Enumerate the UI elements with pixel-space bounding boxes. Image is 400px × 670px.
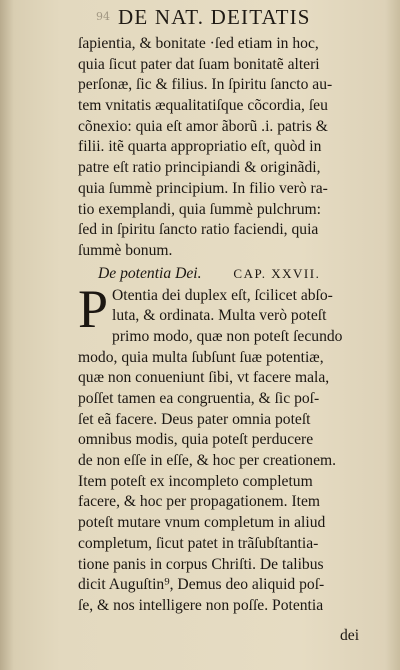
text-line: poteſt mutare vnum completum in aliud [78, 514, 326, 532]
text-line: patre eſt ratio principiandi & originãdi, [78, 159, 321, 177]
text-line: cõnexio: quia eſt amor ãborũ .i. patris & [78, 117, 328, 135]
text-line: primo modo, quæ non poteſt ſecundo [112, 327, 343, 345]
text-line: ſed in ſpiritu ſancto ratio faciendi, quia [78, 221, 319, 239]
text-line: quæ non conueniunt ſibi, vt facere mala, [78, 369, 330, 387]
text-line: ſapientia, & bonitate ·ſed etiam in hoc, [78, 35, 319, 52]
text-line: ſet eã facere. Deus pater omnia poteſt [78, 410, 311, 428]
text-line: perſonæ, ſic & filius. In ſpiritu ſancto au- [78, 76, 333, 94]
text-line: quia ſicut pater dat ſuam bonitatẽ alteri [78, 55, 320, 73]
text-line: filii. itẽ quarta appropriatio eſt, quòd in [78, 138, 322, 156]
catchword: dei [340, 627, 360, 644]
paragraph-trinity [78, 34, 384, 262]
page-body [78, 34, 384, 617]
text-line: luta, & ordinata. Multa verò poteſt [112, 307, 327, 325]
text-line: ſummè bonum. [78, 241, 173, 259]
text-line: tio exemplandi, quia ſummè pulchrum: [78, 200, 321, 218]
chapter-title: De potentia Dei. [98, 264, 202, 282]
text-line: ſe, & nos intelligere non poſſe. Potentia [78, 596, 324, 614]
running-head: DE NAT. DEITATIS [118, 5, 311, 29]
text-line: tione panis in corpus Chriſti. De talibus [78, 555, 324, 573]
text-line: modo, quia multa ſubſunt ſuæ potentiæ, [78, 348, 324, 366]
text-line: quia ſummè principium. In filio verò ra- [78, 179, 328, 197]
signature-mark: 94 [96, 10, 110, 23]
text-line: completum, ſicut patet in trãſubſtantia- [78, 534, 319, 552]
chapter-heading [78, 262, 384, 286]
text-line: de non eſſe in eſſe, & hoc per creationem. [78, 452, 337, 470]
text-line: Otentia dei duplex eſt, ſcilicet abſo- [112, 286, 333, 304]
drop-cap: P [78, 278, 109, 339]
text-line: omnibus modis, quia poteſt perducere [78, 431, 314, 449]
text-line: facere, & hoc per propagationem. Item [78, 493, 321, 511]
text-line: Item poteſt ex incompleto completum [78, 472, 313, 490]
paragraph-potentia [78, 278, 384, 617]
text-line: dicit Auguſtin⁹, Demus deo aliquid poſ- [78, 576, 325, 594]
chapter-number: CAP. XXVII. [233, 265, 321, 281]
text-line: poſſet tamen ea congruentia, & ſic poſ- [78, 390, 320, 407]
text-line: tem vnitatis æqualitatiſque cõcordia, ſeu [78, 97, 328, 115]
